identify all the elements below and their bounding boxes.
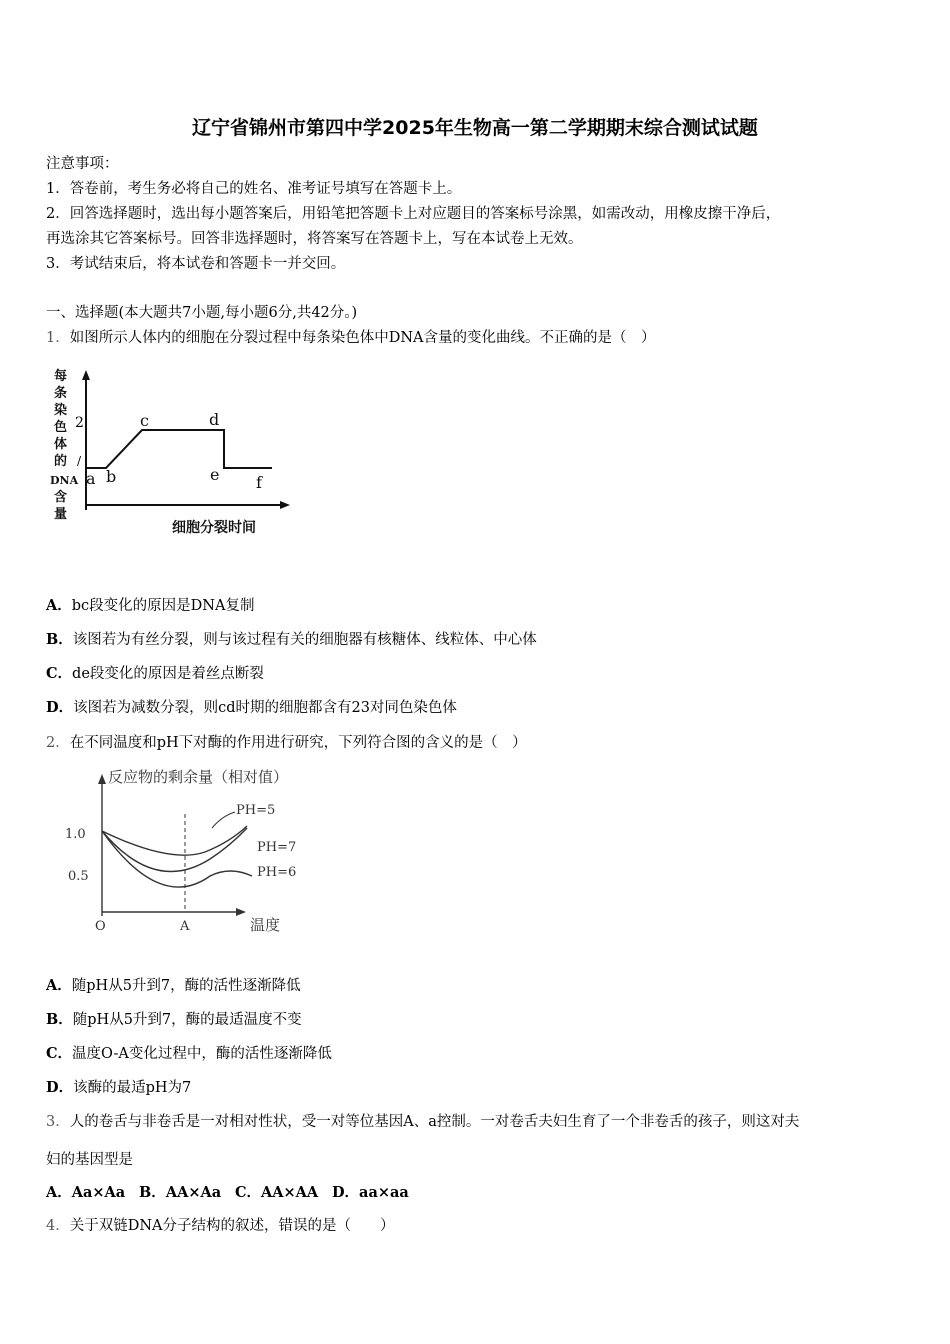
notes-heading: 注意事项： — [46, 156, 119, 172]
x-axis-label: 细胞分裂时间 — [172, 520, 256, 536]
point-a: a — [86, 469, 96, 488]
x-tick-label: A — [180, 919, 190, 934]
question-number: 3． — [46, 1114, 70, 1130]
option-c[interactable]: C．de段变化的原因是着丝点断裂 — [46, 665, 264, 682]
question-text: 在不同温度和pH下对酶的作用进行研究，下列符合图的含义的是（ ） — [69, 735, 527, 751]
option-c[interactable]: C．AA×AA — [234, 1184, 319, 1201]
question-text: 如图所示人体内的细胞在分裂过程中每条染色体中DNA含量的变化曲线。不正确的是（ ） — [69, 330, 656, 346]
curve-label-ph5: PH=5 — [236, 803, 276, 818]
y-axis-arrow — [82, 370, 90, 380]
point-f: f — [256, 473, 262, 492]
question-text: 人的卷舌与非卷舌是一对相对性状，受一对等位基因A、a控制。一对卷舌夫妇生育了一个非卷舌的孩子，则这对夫 — [69, 1114, 800, 1130]
option-b[interactable]: B．AA×Aa — [139, 1184, 222, 1201]
point-b: b — [106, 467, 117, 486]
y-label-char: 每 — [54, 369, 68, 384]
x-origin-label: O — [95, 919, 106, 934]
note-item: 3．考试结束后，将本试卷和答题卡一并交回。 — [46, 256, 346, 272]
option-a[interactable]: A．bc段变化的原因是DNA复制 — [46, 597, 255, 614]
y-label-char: 量 — [54, 507, 68, 522]
y-label-char: 色 — [54, 420, 68, 435]
y-label-char: 的 — [54, 454, 68, 469]
y-label-char: 含 — [54, 490, 68, 505]
x-axis-arrow — [236, 908, 246, 916]
dna-curve — [86, 430, 272, 468]
curve-label-ph7: PH=7 — [257, 840, 297, 855]
note-item: 1．答卷前，考生务必将自己的姓名、准考证号填写在答题卡上。 — [46, 181, 462, 197]
y-axis-label: 反应物的剩余量（相对值） — [108, 768, 289, 786]
option-a[interactable]: A．随pH从5升到7，酶的活性逐渐降低 — [46, 977, 301, 994]
option-a[interactable]: A．Aa×Aa — [46, 1184, 126, 1201]
curve-label-ph6: PH=6 — [257, 865, 297, 880]
option-c[interactable]: C．温度O-A变化过程中，酶的活性逐渐降低 — [46, 1045, 332, 1062]
y-axis-arrow — [98, 774, 106, 784]
y-tick-label: 1.0 — [65, 827, 86, 842]
question-1-stem — [46, 326, 656, 347]
question-4-stem — [46, 1214, 395, 1235]
y-label-char: 条 — [54, 386, 68, 401]
label-leader-ph5 — [212, 812, 235, 828]
point-c: c — [140, 411, 149, 430]
enzyme-chart — [60, 764, 310, 944]
option-d[interactable]: D．该酶的最适pH为7 — [46, 1079, 192, 1096]
y-tick-1: / — [77, 454, 82, 468]
curve-ph5 — [102, 826, 247, 855]
question-number: 4． — [46, 1218, 70, 1234]
question-text: 关于双链DNA分子结构的叙述，错误的是（ ） — [69, 1218, 395, 1234]
x-axis-arrow — [280, 501, 290, 509]
dna-content-chart — [48, 362, 298, 542]
point-e: e — [210, 465, 220, 484]
question-3-stem-cont: 妇的基因型是 — [46, 1152, 133, 1168]
option-d[interactable]: D．该图若为减数分裂，则cd时期的细胞都含有23对同色染色体 — [46, 699, 457, 716]
note-item: 再选涂其它答案标号。回答非选择题时，将答案写在答题卡上，写在本试卷上无效。 — [46, 231, 583, 247]
question-3-options — [46, 1181, 409, 1202]
y-tick-2: 2 — [75, 415, 84, 431]
y-tick-label: 0.5 — [68, 869, 89, 884]
page-title: 辽宁省锦州市第四中学2025年生物高一第二学期期末综合测试试题 — [192, 117, 758, 139]
y-label-char: DNA — [50, 474, 79, 487]
option-d[interactable]: D．aa×aa — [331, 1184, 409, 1201]
option-b[interactable]: B．该图若为有丝分裂，则与该过程有关的细胞器有核糖体、线粒体、中心体 — [46, 631, 537, 648]
curve-ph7 — [102, 828, 247, 872]
question-number: 2． — [46, 735, 70, 751]
note-item: 2．回答选择题时，选出每小题答案后，用铅笔把答题卡上对应题目的答案标号涂黑，如需改动，用橡皮擦干净后， — [46, 206, 781, 222]
y-label-char: 体 — [54, 437, 68, 452]
question-2-stem — [46, 731, 527, 752]
x-axis-label: 温度 — [250, 916, 281, 934]
point-d: d — [209, 410, 220, 429]
y-label-char: 染 — [54, 403, 68, 418]
section-heading: 一、选择题(本大题共7小题,每小题6分,共42分。) — [46, 305, 358, 321]
question-3-stem — [46, 1110, 799, 1131]
option-b[interactable]: B．随pH从5升到7，酶的最适温度不变 — [46, 1011, 302, 1028]
question-number: 1． — [46, 330, 70, 346]
